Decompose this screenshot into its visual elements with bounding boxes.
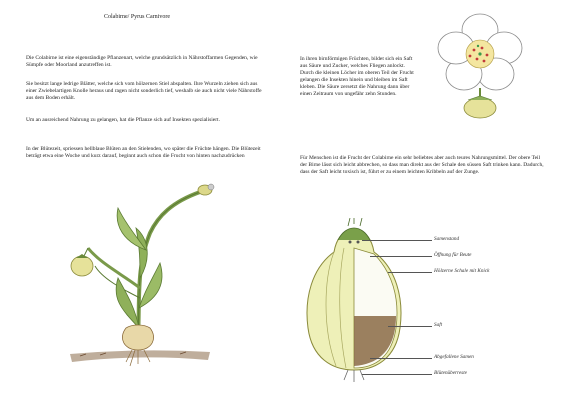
- leader-line-saft: [388, 326, 432, 327]
- right-paragraph-1: In ihren birnförmigen Früchten, bildet sich ein Saft aus Säure und Zucker, welches Fliegen anlockt. Durch die kleinen Löcher im oberen Teil der Frucht gelangen die Insekten hinein und bleiben im Saft kleben. Die Säure zersetzt die Nahrung dann über einen Zeitraum von ungefähr zehn Stunden.: [300, 56, 414, 97]
- label-blueten: Blütenüberreste: [434, 370, 467, 376]
- leader-line-samenstand: [362, 240, 432, 241]
- left-paragraph-2: Sie besitzt lange ledrige Blätter, welche sich vom hölzernen Stiel abspalten. Ihre Wurzeln ziehen sich aus einer Zwiebelartigen Knolle heraus und ragen nicht sonderlich tief, weshalb sie auch nicht viele Nährstoffe aus dem Boden erhält.: [26, 81, 262, 101]
- label-samen: Abgefallene Samen: [434, 354, 474, 360]
- label-oeffnung: Öffnung für Beute: [434, 252, 472, 258]
- right-paragraph-2: Für Menschen ist die Frucht der Colabirne ein sehr beliebtes aber auch teures Nahrungsmittel. Der obere Teil der Birne lässt sich leicht abbrechen, so dass man direkt aus der Schale den süssen Saft trinken kann. Dadurch, dass der Saft leicht toxisch ist, führt er zu einem leichten Kribbeln auf der Zunge.: [300, 155, 544, 175]
- leader-line-samen: [370, 358, 432, 359]
- leader-line-blueten: [362, 374, 432, 375]
- left-paragraph-1: Die Colabirne ist eine eigenständige Pflanzenart, welche grundsätzlich in Nährstoffarmen Gegenden, wie Sümpfe oder Moorland anzutreffen ist.: [26, 55, 258, 68]
- plant-illustration: [40, 178, 240, 398]
- left-paragraph-3: Um an ausreichend Nahrung zu gelangen, hat die Pflanze sich auf Insekten spezialisiert.: [26, 117, 220, 123]
- leader-line-oeffnung: [370, 256, 432, 257]
- flower-illustration: [420, 8, 540, 128]
- label-samenstand: Samenstand: [434, 236, 460, 242]
- label-saft: Saft: [434, 322, 443, 328]
- page-title: Colabirne/ Pyrus Carnivore: [104, 14, 170, 20]
- left-paragraph-4: In der Blütezeit, spriessen hellblaue Blüten an den Stielenden, wo später die Früchte hängen. Die Blütezeit beträgt etwa eine Woche und kurz darauf, beginnt auch schon die Frucht von hinten nachzudrücken: [26, 146, 261, 159]
- fruit-cross-section: [292, 218, 422, 398]
- leader-line-schale: [388, 272, 432, 273]
- label-schale: Hölzerne Schale mit Knick: [434, 268, 490, 274]
